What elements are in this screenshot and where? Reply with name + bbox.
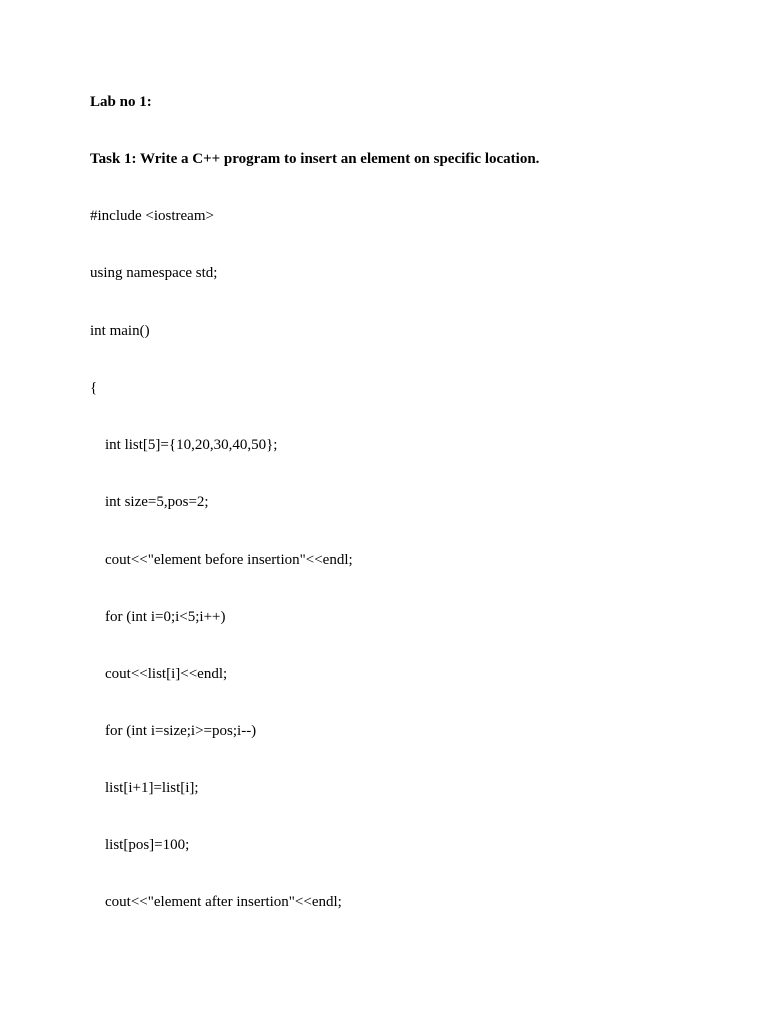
code-line: {	[90, 380, 98, 396]
code-line: for (int i=size;i>=pos;i--)	[105, 723, 257, 739]
code-line: for (int i=0;i<5;i++)	[105, 609, 226, 625]
code-line: int size=5,pos=2;	[105, 494, 209, 510]
code-line: using namespace std;	[90, 265, 218, 281]
code-line: #include <iostream>	[90, 208, 214, 224]
code-line: cout<<list[i]<<endl;	[105, 666, 228, 682]
code-line: cout<<"element after insertion"<<endl;	[105, 894, 342, 910]
code-line: list[i+1]=list[i];	[105, 780, 199, 796]
code-line: int main()	[90, 323, 150, 339]
code-line: cout<<"element before insertion"<<endl;	[105, 552, 353, 568]
task-title: Task 1: Write a C++ program to insert an element on specific location.	[90, 151, 540, 167]
lab-heading: Lab no 1:	[90, 94, 152, 110]
code-line: list[pos]=100;	[105, 837, 190, 853]
code-line: int list[5]={10,20,30,40,50};	[105, 437, 278, 453]
